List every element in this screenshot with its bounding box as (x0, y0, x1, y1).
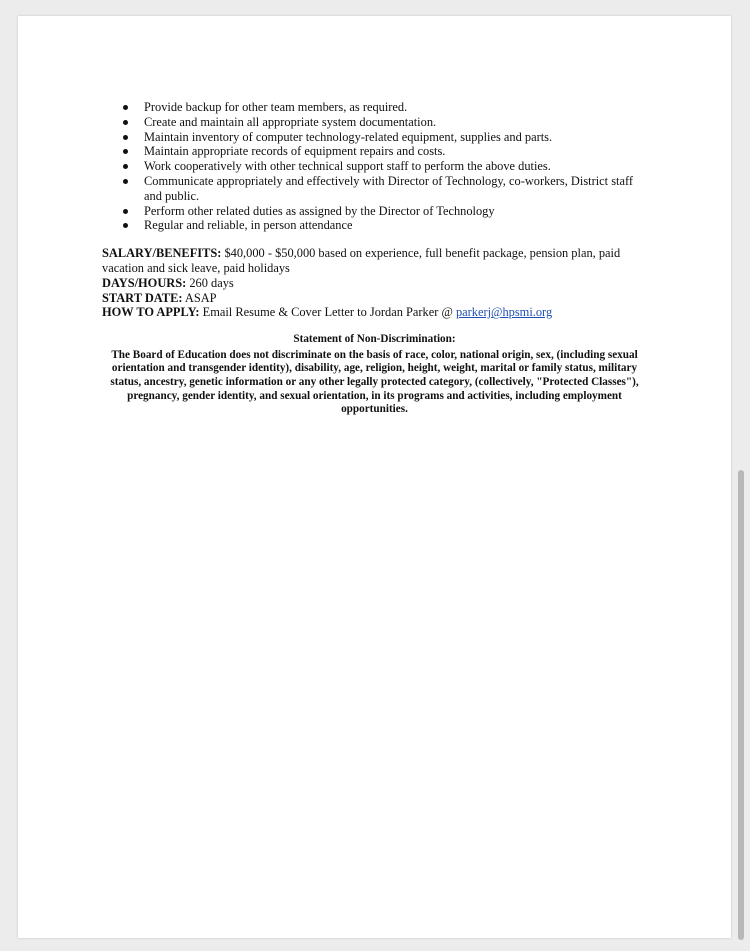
apply-line (102, 305, 647, 320)
apply-value: Email Resume & Cover Letter to Jordan Parker @ (199, 305, 456, 320)
list-item (102, 115, 647, 130)
bullet-icon (123, 164, 128, 169)
days-line (102, 276, 647, 291)
start-label: START DATE: (102, 290, 183, 305)
job-info (102, 246, 647, 320)
salary-line (102, 246, 647, 276)
duty-text: Provide backup for other team members, as required. (144, 100, 408, 114)
bullet-icon (123, 120, 128, 125)
salary-value: $40,000 - $50,000 based on experience, full benefit package, pension plan, paid vacation and sick leave, paid holidays (102, 246, 621, 275)
non-discrimination-statement (102, 333, 647, 417)
document-content (102, 100, 647, 417)
statement-body: The Board of Education does not discriminate on the basis of race, color, national origin, sex, (including sexual orientation and transgender identity), disability, age, religion, height, weight, marital or family status, military status, ancestry, genetic information or any other legally protected category, (collectively, "Protected Classes"), pregnancy, gender identity, and sexual orientation, in its programs and activities, including employment opportunities. (110, 348, 639, 416)
document-page (18, 16, 731, 938)
bullet-icon (123, 179, 128, 184)
bullet-icon (123, 223, 128, 228)
list-item (102, 174, 647, 204)
bullet-icon (123, 135, 128, 140)
list-item (102, 159, 647, 174)
statement-title: Statement of Non-Discrimination: (293, 333, 456, 346)
duty-text: Maintain appropriate records of equipment repairs and costs. (144, 144, 446, 159)
list-item (102, 100, 647, 115)
duty-text: Regular and reliable, in person attendance (144, 218, 353, 233)
duty-text: Maintain inventory of computer technology-related equipment, supplies and parts. (144, 129, 553, 144)
email-link[interactable]: parkerj@hpsmi.org (455, 305, 553, 320)
bullet-icon (123, 105, 128, 110)
list-item (102, 204, 647, 219)
start-value: ASAP (182, 290, 217, 305)
days-label: DAYS/HOURS: (102, 275, 187, 290)
list-item (102, 218, 647, 233)
apply-label: HOW TO APPLY: (102, 305, 200, 320)
duties-list (102, 100, 647, 233)
list-item (102, 144, 647, 159)
days-value: 260 days (186, 275, 234, 290)
bullet-icon (123, 209, 128, 214)
list-item (102, 130, 647, 145)
duty-text: Work cooperatively with other technical support staff to perform the above duties. (144, 159, 551, 174)
duty-text: Communicate appropriately and effectively with Director of Technology, co-workers, District staff and public. (144, 173, 633, 203)
duty-text: Perform other related duties as assigned by the Director of Technology (144, 203, 495, 218)
bullet-icon (123, 149, 128, 154)
start-line (102, 291, 647, 306)
salary-label: SALARY/BENEFITS: (102, 246, 222, 261)
duty-text: Create and maintain all appropriate system documentation. (144, 114, 437, 129)
scrollbar[interactable] (738, 470, 744, 940)
